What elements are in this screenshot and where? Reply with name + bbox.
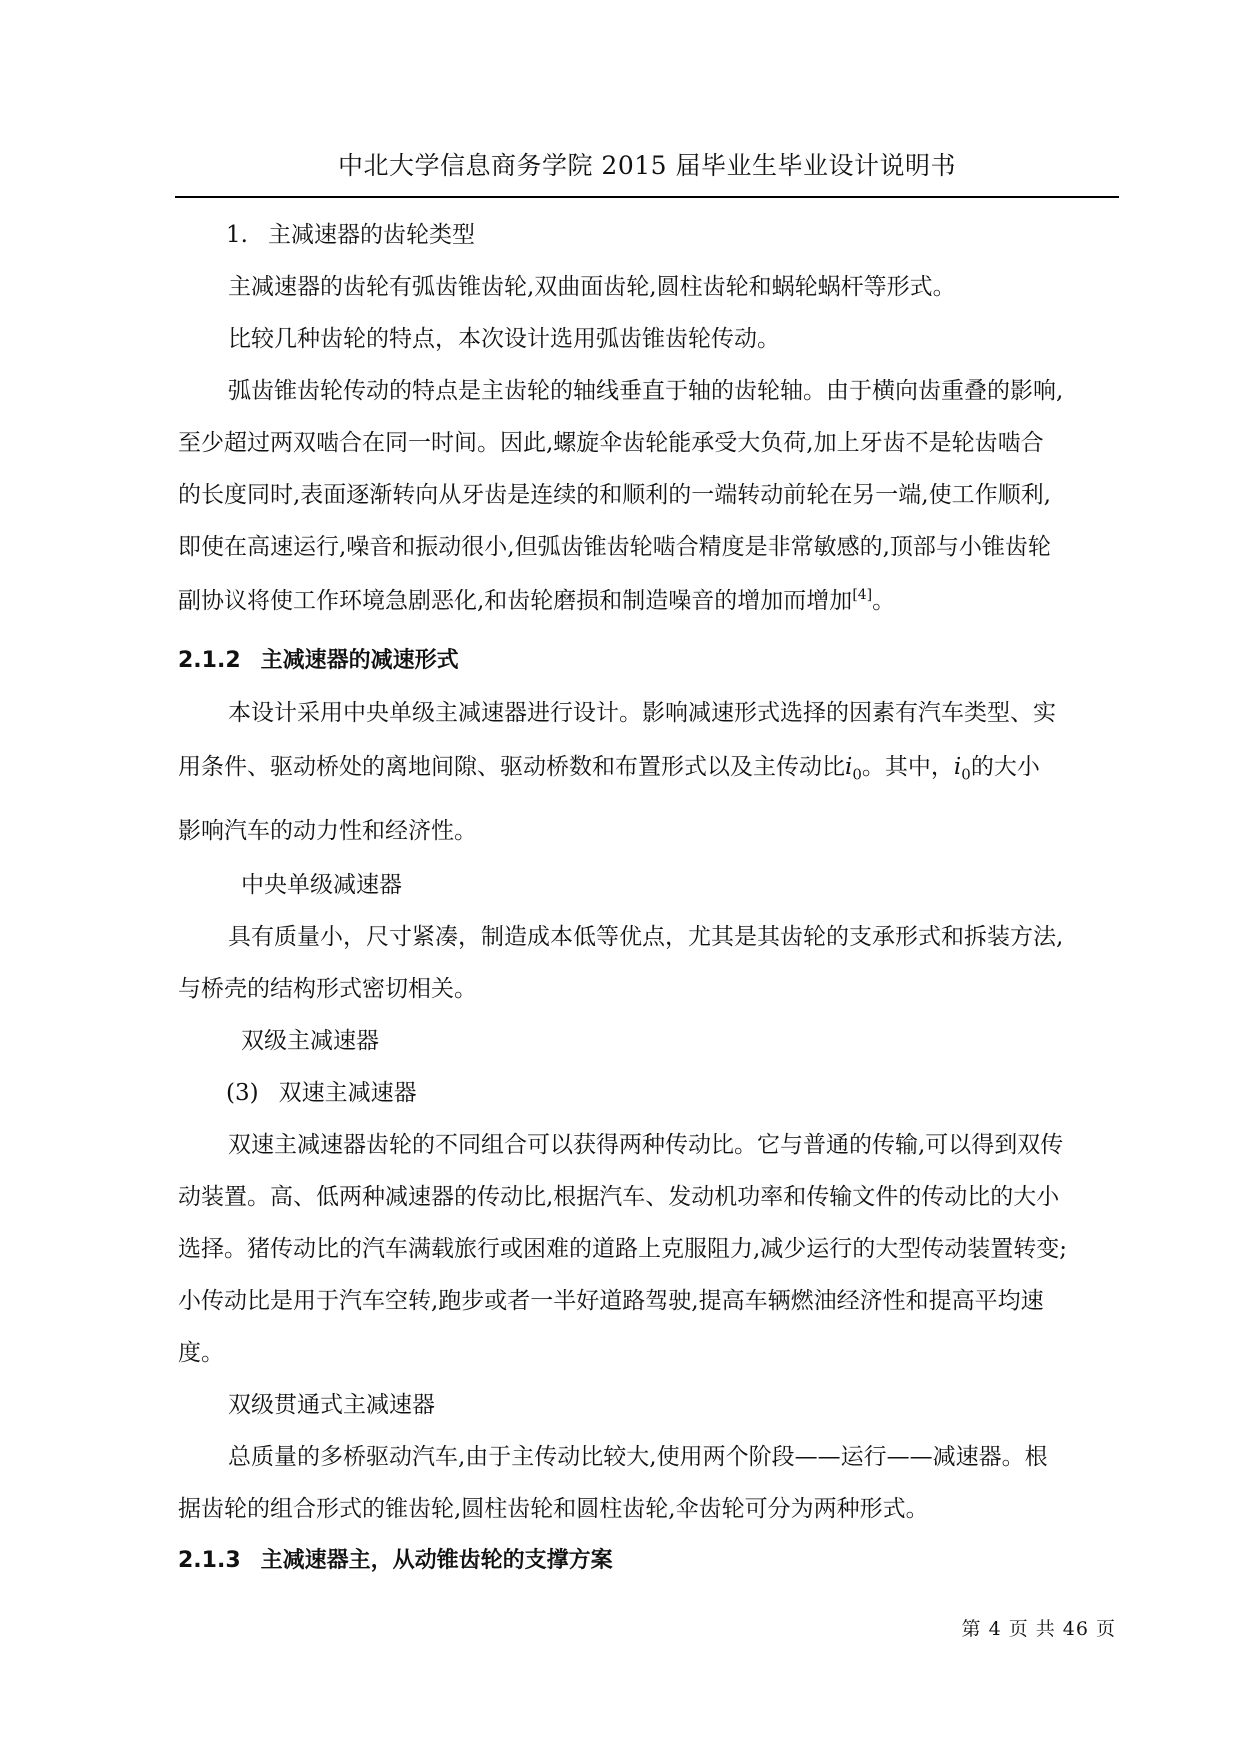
section-number: 2.1.2: [178, 648, 241, 673]
section-title: 主减速器主，从动锥齿轮的支撑方案: [260, 1547, 613, 1573]
list-number: (3): [226, 1079, 259, 1106]
paragraph: 比较几种齿轮的特点，本次设计选用弧齿锥齿轮传动。: [228, 326, 780, 352]
paragraph-line: 影响汽车的动力性和经济性。: [178, 817, 477, 844]
text: 。其中，: [861, 754, 954, 780]
paragraph-line: 小传动比是用于汽车空转,跑步或者一半好道路驾驶,提高车辆燃油经济性和提高平均速: [178, 1287, 1044, 1314]
paragraph-line: 至少超过两双啮合在同一时间。因此,螺旋伞齿轮能承受大负荷,加上牙齿不是轮齿啮合: [178, 430, 1044, 456]
paragraph: 主减速器的齿轮有弧齿锥齿轮,双曲面齿轮,圆柱齿轮和蜗轮蜗杆等形式。: [228, 274, 956, 300]
paragraph-line: 即使在高速运行,噪音和振动很小,但弧齿锥齿轮啮合精度是非常敏感的,顶部与小锥齿轮: [178, 534, 1051, 560]
list-number: 1.: [226, 222, 248, 248]
paragraph-line: 双速主减速器齿轮的不同组合可以获得两种传动比。它与普通的传输,可以得到双传: [228, 1131, 1064, 1158]
text: 用条件、驱动桥处的离地间隙、驱动桥数和布置形式以及主传动比: [178, 754, 845, 780]
header-rule: [175, 196, 1119, 198]
paragraph-line: [178, 573, 1116, 629]
section-number: 2.1.3: [178, 1547, 241, 1573]
paragraph-line: 的长度同时,表面逐渐转向从牙齿是连续的和顺利的一端转动前轮在另一端,使工作顺利,: [178, 482, 1051, 508]
list-title: 双速主减速器: [278, 1079, 417, 1106]
paragraph-line: 选择。猪传动比的汽车满载旅行或困难的道路上克服阻力,减少运行的大型传动装置转变;: [178, 1235, 1068, 1262]
citation-ref: [4]: [852, 587, 873, 603]
section-title: 主减速器的减速形式: [260, 648, 459, 673]
list-title: 主减速器的齿轮类型: [267, 222, 475, 248]
text: 。: [872, 588, 896, 614]
document-body: [178, 209, 1116, 1587]
section-heading-2-1-2: [178, 635, 1116, 687]
math-symbol: i: [845, 754, 853, 780]
paragraph-line: 与桥壳的结构形式密切相关。: [178, 975, 477, 1002]
text: 的大小: [970, 754, 1040, 780]
page-number: 第 4 页 共 46 页: [961, 1618, 1116, 1640]
subheading: 双级主减速器: [241, 1027, 379, 1054]
paragraph-line: 动装置。高、低两种减速器的传动比,根据汽车、发动机功率和传输文件的传动比的大小: [178, 1183, 1060, 1210]
math-i0: [845, 754, 862, 784]
section-heading-2-1-3: [178, 1535, 1116, 1587]
paragraph-line: 度。: [178, 1339, 224, 1366]
page-header: 中北大学信息商务学院 2015 届毕业生毕业设计说明书: [337, 151, 957, 180]
paragraph-line: 据齿轮的组合形式的锥齿轮,圆柱齿轮和圆柱齿轮,伞齿轮可分为两种形式。: [178, 1495, 929, 1522]
math-symbol: i: [953, 754, 962, 780]
paragraph-line: [178, 739, 1116, 803]
paragraph-line: 具有质量小，尺寸紧凑，制造成本低等优点，尤其是其齿轮的支承形式和拆装方法,: [228, 923, 1064, 950]
paragraph-line: 弧齿锥齿轮传动的特点是主齿轮的轴线垂直于轴的齿轮轴。由于横向齿重叠的影响,: [228, 378, 1064, 404]
text: 副协议将使工作环境急剧恶化,和齿轮磨损和制造噪音的增加而增加: [178, 588, 853, 614]
list-item-heading: [178, 1067, 1116, 1119]
paragraph-line: 本设计采用中央单级主减速器进行设计。影响减速形式选择的因素有汽车类型、实: [228, 700, 1056, 726]
list-item-heading: [178, 209, 1116, 261]
math-subscript: 0: [852, 765, 862, 784]
math-subscript: 0: [961, 765, 971, 784]
subheading: 双级贯通式主减速器: [228, 1391, 435, 1418]
paragraph-line: 总质量的多桥驱动汽车,由于主传动比较大,使用两个阶段——运行——减速器。根: [228, 1443, 1048, 1470]
math-i0: [953, 754, 971, 784]
subheading: 中央单级减速器: [241, 871, 402, 898]
